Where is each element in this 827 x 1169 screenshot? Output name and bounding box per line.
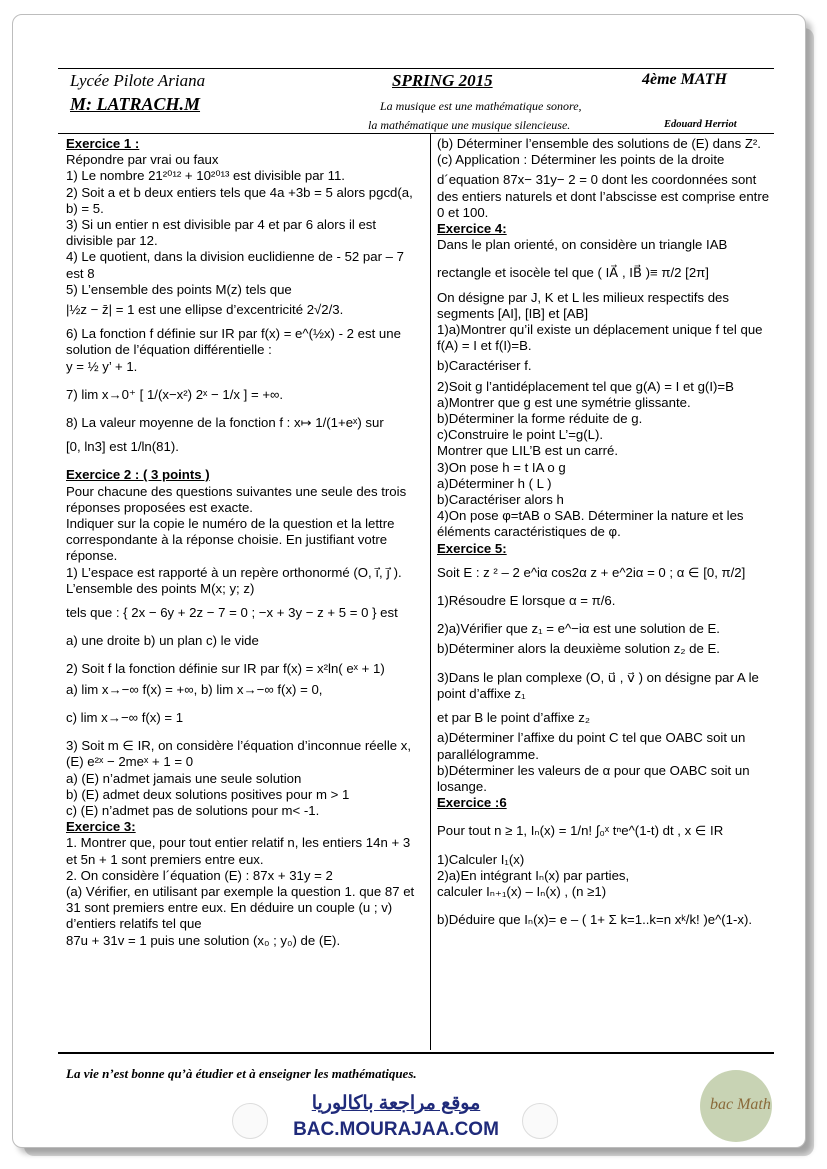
watermark-url[interactable]: BAC.MOURAJAA.COM [293,1119,499,1140]
exercise-text: b)Déduire que Iₙ(x)= e – ( 1+ Σ k=1..k=n xᵏ/k! )e^(1-x). [437,912,753,928]
exercise-text: c)Construire le point L’=g(L). [437,427,604,443]
exercise-text: a) une droite b) un plan c) le vide [66,633,259,649]
brand-text: bac Math [710,1096,771,1113]
exercise-title: Exercice 3: [66,819,136,835]
exercise-title: Exercice :6 [437,795,507,811]
exercise-text: 1)a)Montrer qu’il existe un déplacement unique f tel que f(A) = I et f(I)=B. [437,322,763,354]
exercise-text: c) lim x→−∞ f(x) = 1 [66,709,184,725]
right-column [437,136,779,928]
exercise-text: a)Déterminer l’affixe du point C tel que OABC soit un parallélogramme. [437,730,746,762]
exercise-text: 3) Si un entier n est divisible par 4 et par 6 alors il est divisible par 12. [66,217,377,249]
exercise-text: 1) L’espace est rapporté à un repère orthonormé (O, ı⃗, ȷ⃗ ). L’ensemble des points M(x; y; z) [66,564,402,596]
exercise-text: Soit E : z ² – 2 e^iα cos2α z + e^2iα = 0 ; α ∈ [0, π/2] [437,564,746,580]
exercise-text: b)Déterminer la forme réduite de g. [437,411,643,427]
exercise-text: 2. On considère l´équation (E) : 87x + 31y = 2 [66,867,333,883]
exercise-text: 2) Soit f la fonction définie sur IR par f(x) = x²ln( eˣ + 1) [66,661,385,677]
right-logo-icon [522,1103,558,1139]
exercise-text: a)Montrer que g est une symétrie glissante. [437,394,691,410]
exercise-text: a)Déterminer h ( L ) [437,475,552,491]
quote-line-1: La musique est une mathématique sonore, [380,99,582,113]
exercise-text: Pour chacune des questions suivantes une seule des trois réponses proposées est exacte. [66,483,407,515]
exercise-text: 1. Montrer que, pour tout entier relatif n, les entiers 14n + 3 et 5n + 1 sont premiers entre eux. [66,835,411,867]
exercise-text: (c) Application : Déterminer les points de la droite [437,152,725,168]
quote-author: Edouard Herriot [664,119,737,130]
exercise-text: tels que : { 2x − 6y + 2z − 7 = 0 ; −x + 3y − z + 5 = 0 } est [66,605,398,621]
exercise-text: c) (E) n’admet pas de solutions pour m< -1. [66,802,320,818]
exercise-text: 87u + 31v = 1 puis une solution (x₀ ; y₀) de (E). [66,932,341,948]
exercise-title: Exercice 4: [437,221,507,237]
exam-term: SPRING 2015 [392,71,493,90]
footer-motto: La vie n’est bonne qu’à étudier et à enseigner les mathématiques. [66,1066,417,1081]
exercise-text: 3) Soit m ∈ IR, on considère l’équation d’inconnue réelle x, (E) e²ˣ − 2meˣ + 1 = 0 [66,738,412,770]
exercise-text: 4) Le quotient, dans la division euclidienne de - 52 par – 7 est 8 [66,249,404,281]
left-column [66,136,416,949]
exercise-text: 8) La valeur moyenne de la fonction f : x↦ 1/(1+eˣ) sur [66,415,384,431]
watermark[interactable] [290,1092,502,1141]
exercise-text: 3)On pose h = t IA o g [437,459,566,475]
exercise-text: On désigne par J, K et L les milieux respectifs des segments [AI], [IB] et [AB] [437,289,729,321]
exercise-text: b)Déterminer les valeurs de α pour que OABC soit un losange. [437,762,750,794]
exercise-text: |½z − z̄| = 1 est une ellipse d’excentricité 2√2/3. [66,302,344,318]
exercise-text: 2)a)Vérifier que z₁ = e^−iα est une solution de E. [437,621,720,637]
exercise-text: Pour tout n ≥ 1, Iₙ(x) = 1/n! ∫₀ˣ tⁿe^(1-t) dt , x ∈ IR [437,823,724,839]
exercise-text: (b) Déterminer l’ensemble des solutions de (E) dans Z². [437,136,761,151]
exercise-text: 6) La fonction f définie sur IR par f(x) = e^(½x) - 2 est une solution de l’équation différentielle : [66,326,401,358]
exercise-text: b)Caractériser f. [437,358,532,374]
exercise-text: et par B le point d’affixe z₂ [437,710,590,726]
exercise-text: b) (E) admet deux solutions positives pour m > 1 [66,786,350,802]
exercise-text: Montrer que LIL’B est un carré. [437,443,619,459]
column-divider [430,133,431,1050]
exercise-text: a) (E) n’admet jamais une seule solution [66,770,302,786]
exercise-text: [0, ln3] est 1/ln(81). [66,439,179,455]
exercise-title: Exercice 2 : ( 3 points ) [66,467,210,483]
quote-line-2: la mathématique une musique silencieuse. [368,118,571,132]
exercise-text: 3)Dans le plan complexe (O, u⃗ , v⃗ ) on désigne par A le point d’affixe z₁ [437,669,759,701]
exercise-title: Exercice 1 : [66,136,140,151]
exercise-text: 4)On pose φ=tAB o SAB. Déterminer la nature et les éléments caractéristiques de φ. [437,508,744,540]
watermark-arabic: موقع مراجعة باكالوريا [311,1093,481,1114]
exercise-text: Dans le plan orienté, on considère un triangle IAB [437,237,728,253]
class-level: 4ème MATH [642,71,727,88]
teacher-name: M: LATRACH.M [70,94,201,114]
exercise-text: (a) Vérifier, en utilisant par exemple la question 1. que 87 et 31 sont premiers entre eux. En déduire un couple (u ; v) d’entiers relatifs tel que [66,883,415,932]
exercise-text: b)Déterminer alors la deuxième solution z₂ de E. [437,641,720,657]
exercise-title: Exercice 5: [437,540,507,556]
exercise-text: calculer Iₙ₊₁(x) – Iₙ(x) , (n ≥1) [437,883,607,899]
exercise-text: 7) lim x→0⁺ [ 1/(x−x²) 2ˣ − 1/x ] = +∞. [66,386,284,402]
exercise-text: rectangle et isocèle tel que ( IA⃗ , IB⃗ )≡ π/2 [2π] [437,265,709,281]
exercise-text: 1)Calculer I₁(x) [437,851,525,867]
exercise-text: Indiquer sur la copie le numéro de la question et la lettre correspondante à la réponse choisie. En justifiant votre réponse. [66,516,395,564]
footer-divider [58,1052,774,1054]
bac-math-logo [700,1070,772,1142]
exercise-text: Répondre par vrai ou faux [66,152,219,168]
exercise-text: 1)Résoudre E lorsque α = π/6. [437,593,616,609]
exercise-text: 2)a)En intégrant Iₙ(x) par parties, [437,867,630,883]
exercise-text: b)Caractériser alors h [437,492,564,508]
exercise-text: d´equation 87x− 31y− 2 = 0 dont les coordonnées sont des entiers naturels et dont l’abscisse est comprise entre 0 et 100. [437,172,770,220]
exercise-text: 2) Soit a et b deux entiers tels que 4a +3b = 5 alors pgcd(a, b) = 5. [66,184,413,216]
school-name: Lycée Pilote Ariana [70,71,206,90]
exercise-text: a) lim x→−∞ f(x) = +∞, b) lim x→−∞ f(x) = 0, [66,681,323,697]
exercise-text: 1) Le nombre 21²⁰¹² + 10²⁰¹³ est divisible par 11. [66,168,345,184]
left-logo-icon [232,1103,268,1139]
exercise-text: 5) L’ensemble des points M(z) tels que [66,281,292,297]
exam-header [58,68,774,134]
exercise-text: 2)Soit g l’antidéplacement tel que g(A) = I et g(I)=B [437,378,734,394]
exercise-text: y = ½ y’ + 1. [66,358,138,374]
